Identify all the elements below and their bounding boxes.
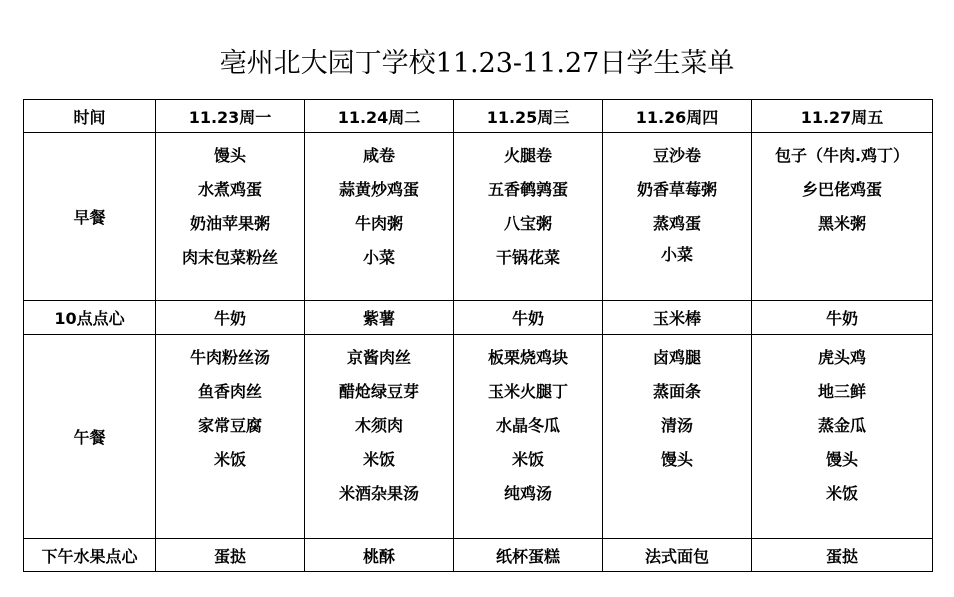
snack-cell-mon: 牛奶 <box>156 301 305 335</box>
snack-cell-thu: 玉米棒 <box>603 301 752 335</box>
breakfast-cell-mon <box>156 133 305 301</box>
menu-item: 虎头鸡 <box>817 348 866 367</box>
breakfast-row <box>24 133 933 301</box>
menu-item: 干锅花菜 <box>495 248 560 267</box>
menu-item: 乡巴佬鸡蛋 <box>801 180 882 199</box>
menu-item: 米饭 <box>825 484 858 503</box>
fruit-row <box>24 539 933 572</box>
menu-item: 板栗烧鸡块 <box>487 348 568 367</box>
menu-item: 京酱肉丝 <box>346 348 411 367</box>
fruit-cell-mon: 蛋挞 <box>156 539 305 572</box>
fruit-cell-wed: 纸杯蛋糕 <box>454 539 603 572</box>
breakfast-cell-fri <box>752 133 933 301</box>
snack-cell-tue: 紫薯 <box>305 301 454 335</box>
lunch-label: 午餐 <box>24 335 156 539</box>
menu-item: 家常豆腐 <box>197 416 262 435</box>
header-row <box>24 100 933 133</box>
menu-item: 清汤 <box>660 416 693 435</box>
fruit-cell-tue: 桃酥 <box>305 539 454 572</box>
menu-item: 咸卷 <box>362 146 395 165</box>
menu-item: 蒸鸡蛋 <box>652 214 701 233</box>
day-header-mon: 11.23周一 <box>156 100 305 133</box>
menu-item: 米酒杂果汤 <box>338 484 419 503</box>
lunch-cell-tue <box>305 335 454 539</box>
menu-item: 水煮鸡蛋 <box>197 180 262 199</box>
fruit-label: 下午水果点心 <box>24 539 156 572</box>
menu-item: 蒜黄炒鸡蛋 <box>338 180 419 199</box>
menu-item: 蒸面条 <box>652 382 701 401</box>
day-header-thu: 11.26周四 <box>603 100 752 133</box>
lunch-cell-thu <box>603 335 752 539</box>
menu-item: 醋炝绿豆芽 <box>338 382 419 401</box>
breakfast-cell-tue <box>305 133 454 301</box>
menu-item: 馒头 <box>213 146 246 165</box>
time-header: 时间 <box>24 100 156 133</box>
menu-item: 纯鸡汤 <box>503 484 552 503</box>
menu-item: 奶香草莓粥 <box>636 180 717 199</box>
day-header-wed: 11.25周三 <box>454 100 603 133</box>
menu-item: 水晶冬瓜 <box>495 416 560 435</box>
menu-item: 馒头 <box>660 450 693 469</box>
menu-item: 八宝粥 <box>503 214 552 233</box>
menu-item: 豆沙卷 <box>652 146 701 165</box>
snack-label: 10点点心 <box>24 301 156 335</box>
menu-item: 鱼香肉丝 <box>197 382 262 401</box>
menu-item: 五香鹌鹑蛋 <box>487 180 568 199</box>
fruit-cell-fri: 蛋挞 <box>752 539 933 572</box>
page-title: 亳州北大园丁学校11.23-11.27日学生菜单 <box>219 48 735 79</box>
menu-item: 奶油苹果粥 <box>189 214 270 233</box>
breakfast-cell-wed <box>454 133 603 301</box>
menu-item: 小菜 <box>362 248 395 267</box>
snack-cell-fri: 牛奶 <box>752 301 933 335</box>
menu-item: 米饭 <box>362 450 395 469</box>
menu-item: 木须肉 <box>354 416 403 435</box>
menu-item: 卤鸡腿 <box>652 348 701 367</box>
menu-item: 蒸金瓜 <box>817 416 866 435</box>
menu-item: 米饭 <box>213 450 246 469</box>
day-header-tue: 11.24周二 <box>305 100 454 133</box>
menu-item: 地三鲜 <box>817 382 866 401</box>
day-header-fri: 11.27周五 <box>752 100 933 133</box>
menu-item: 包子（牛肉.鸡丁） <box>774 146 910 165</box>
snack-cell-wed: 牛奶 <box>454 301 603 335</box>
breakfast-label: 早餐 <box>24 133 156 301</box>
menu-item: 牛肉粉丝汤 <box>189 348 270 367</box>
lunch-cell-mon <box>156 335 305 539</box>
menu-item: 火腿卷 <box>503 146 552 165</box>
menu-item: 小菜 <box>660 245 693 264</box>
lunch-row <box>24 335 933 539</box>
menu-item: 米饭 <box>511 450 544 469</box>
lunch-cell-wed <box>454 335 603 539</box>
menu-item: 黑米粥 <box>817 214 866 233</box>
fruit-cell-thu: 法式面包 <box>603 539 752 572</box>
snack-row <box>24 301 933 335</box>
menu-item: 牛肉粥 <box>354 214 403 233</box>
menu-table <box>23 99 933 572</box>
breakfast-cell-thu <box>603 133 752 301</box>
menu-item: 馒头 <box>825 450 858 469</box>
lunch-cell-fri <box>752 335 933 539</box>
menu-item: 肉末包菜粉丝 <box>181 248 278 267</box>
menu-item: 玉米火腿丁 <box>487 382 568 401</box>
